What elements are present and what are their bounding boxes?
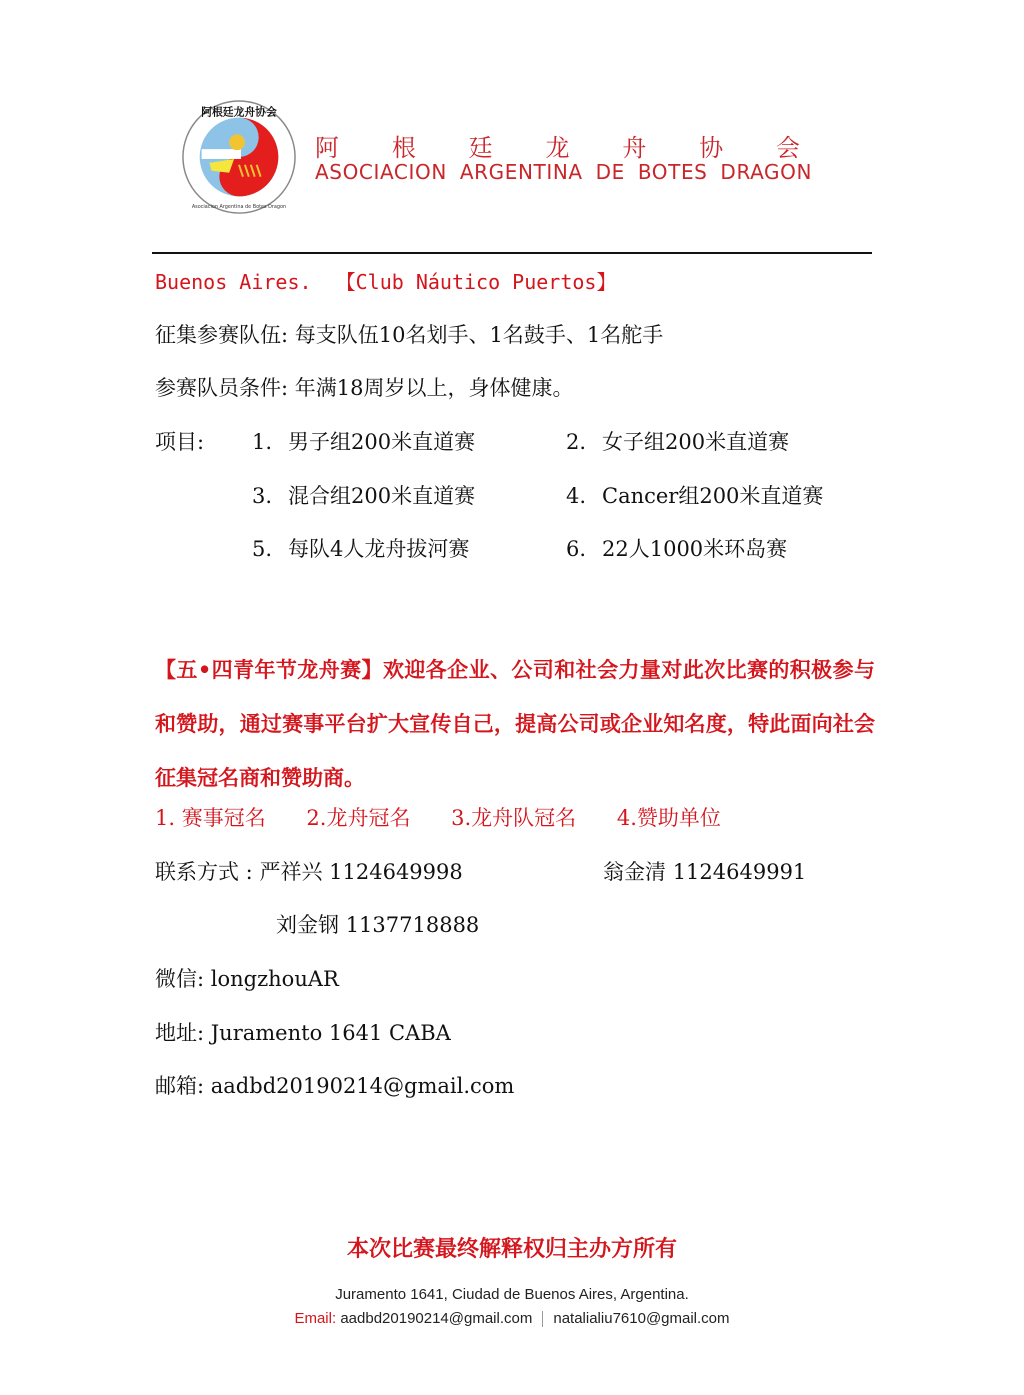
event-name: 男子组200米直道赛 <box>288 430 476 454</box>
venue-city: Buenos Aires. <box>155 270 312 294</box>
org-char: 协 <box>699 134 724 162</box>
address-value: Juramento 1641 CABA <box>210 1021 451 1045</box>
event-item <box>566 535 787 563</box>
wechat-line <box>155 965 339 993</box>
event-number: 2. <box>566 430 587 454</box>
org-char: 会 <box>775 134 800 162</box>
event-number: 5. <box>252 537 273 561</box>
email-line <box>155 1072 514 1100</box>
event-item <box>252 428 475 456</box>
footer-emails <box>0 1310 1024 1327</box>
sponsor-option: 2.龙舟冠名 <box>306 806 411 830</box>
event-item <box>252 535 469 563</box>
venue-club: 【Club Náutico Puertos】 <box>335 270 617 294</box>
org-char: 阿 <box>315 134 339 162</box>
wechat-label: 微信: <box>155 967 205 991</box>
participant-requirements: 参赛队员条件: 年满18周岁以上，身体健康。 <box>155 376 574 400</box>
event-name: Cancer组200米直道赛 <box>602 484 824 508</box>
address-line <box>155 1019 451 1047</box>
events-label: 项目: <box>155 430 205 454</box>
sponsor-option: 1. 赛事冠名 <box>155 806 266 830</box>
sponsor-option: 3.龙舟队冠名 <box>451 806 577 830</box>
venue-line <box>155 268 616 296</box>
sponsorship-options <box>155 804 755 832</box>
contact-name: 刘金钢 <box>276 913 339 937</box>
footer-disclaimer: 本次比赛最终解释权归主办方所有 <box>346 1237 677 1262</box>
contact-name: 严祥兴 <box>259 860 323 884</box>
team-composition: 征集参赛队伍: 每支队伍10名划手、1名鼓手、1名舵手 <box>155 323 664 347</box>
contact-line-3 <box>276 911 479 939</box>
contact-phone: 1124649991 <box>672 860 807 884</box>
letterhead <box>180 98 820 218</box>
sponsor-option: 4.赞助单位 <box>616 806 721 830</box>
org-name-chinese <box>315 128 800 163</box>
contact-line-1 <box>155 858 463 886</box>
event-number: 4. <box>566 484 587 508</box>
wechat-id: longzhouAR <box>210 967 339 991</box>
contact-phone: 1124649998 <box>329 860 463 884</box>
contact-phone: 1137718888 <box>345 913 480 937</box>
contact-name: 翁金清 <box>603 860 666 884</box>
sponsorship-title: 【五•四青年节龙舟赛】 <box>155 657 383 682</box>
association-logo <box>180 98 298 216</box>
org-char: 龙 <box>545 134 570 162</box>
footer-email-2[interactable]: natalialiu7610@gmail.com <box>553 1310 730 1327</box>
email-value[interactable]: aadbd20190214@gmail.com <box>210 1074 515 1098</box>
org-char: 廷 <box>468 134 493 162</box>
event-name: 每队4人龙舟拔河赛 <box>288 537 470 561</box>
org-char: 根 <box>391 134 416 162</box>
event-name: 22人1000米环岛赛 <box>602 537 788 561</box>
event-number: 3. <box>252 484 273 508</box>
contact-label: 联系方式 : <box>155 860 253 884</box>
header-divider <box>152 252 872 254</box>
org-char: 舟 <box>622 134 647 162</box>
sponsorship-text: 欢迎各企业、公司和社会力量对此次比赛的积极参与和赞助，通过赛事平台扩大宣传自己，提高公司或企业知名度，特此面向社会征集冠名商和赞助商。 <box>155 657 876 790</box>
address-label: 地址: <box>155 1021 205 1045</box>
email-label: 邮箱: <box>155 1074 205 1098</box>
svg-text:Asociacion Argentina de Botes: Asociacion Argentina de Botes Dragon <box>191 204 287 211</box>
svg-text:阿根廷龙舟协会: 阿根廷龙舟协会 <box>201 105 277 119</box>
event-item <box>566 428 789 456</box>
footer-email-label: Email: <box>294 1310 337 1327</box>
event-number: 1. <box>252 430 273 454</box>
event-item <box>252 482 475 510</box>
email-separator <box>542 1311 543 1327</box>
org-name-spanish: ASOCIACION ARGENTINA DE BOTES DRAGON <box>315 160 813 184</box>
event-name: 混合组200米直道赛 <box>288 484 476 508</box>
event-item <box>566 482 823 510</box>
footer-email-1[interactable]: aadbd20190214@gmail.com <box>340 1310 533 1327</box>
footer-address: Juramento 1641, Ciudad de Buenos Aires, Argentina. <box>335 1286 689 1303</box>
contact-line-2 <box>603 858 806 886</box>
event-name: 女子组200米直道赛 <box>602 430 790 454</box>
sponsorship-paragraph <box>155 643 875 805</box>
event-number: 6. <box>566 537 587 561</box>
